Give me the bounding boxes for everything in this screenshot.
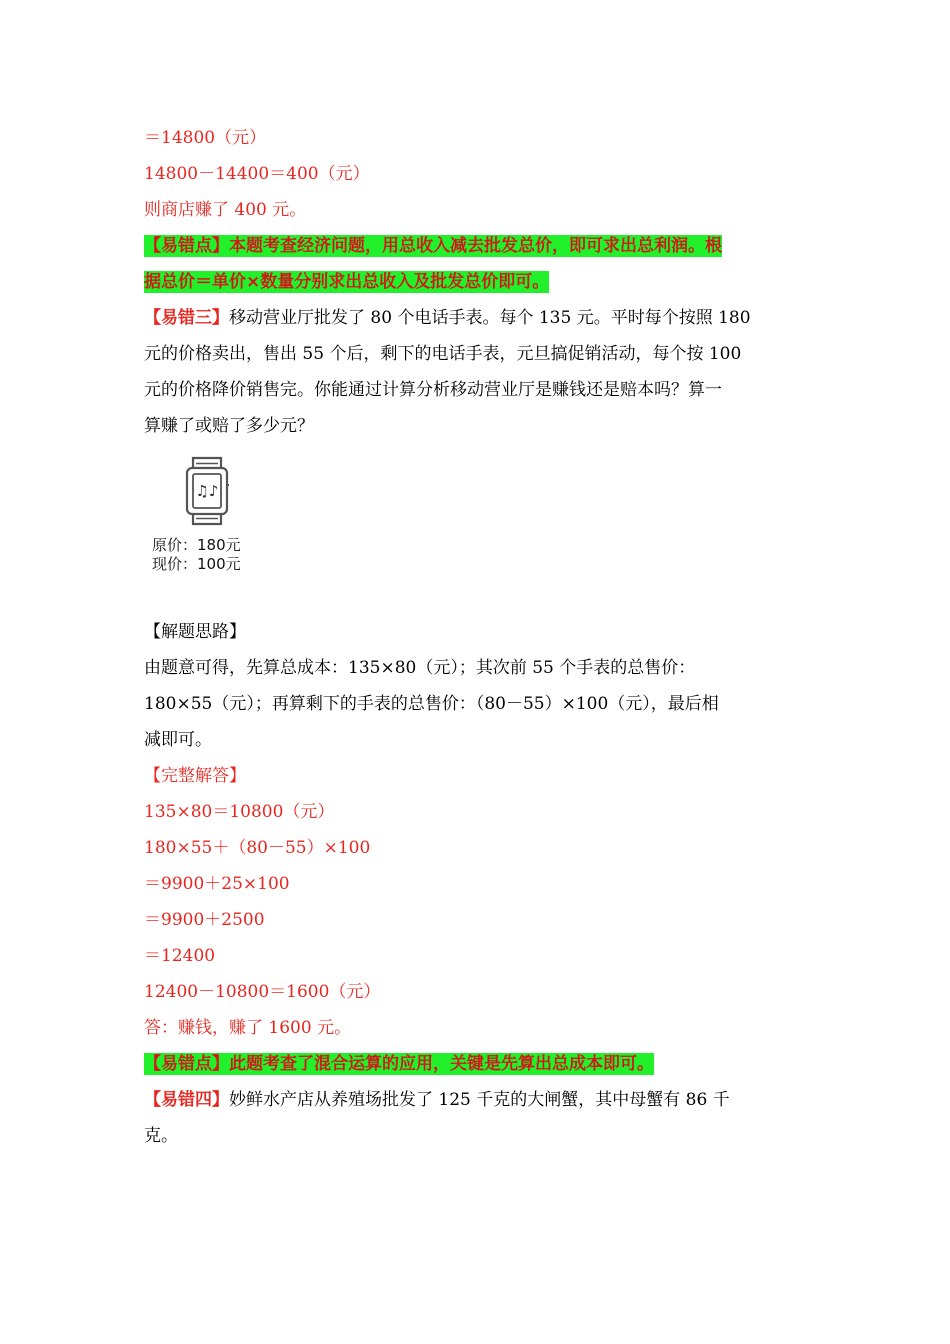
problem-tag: 【易错四】 bbox=[144, 1090, 229, 1110]
calc-line: ＝12400 bbox=[144, 946, 216, 966]
error-note-text: 此题考查了混合运算的应用，关键是先算出总成本即可。 bbox=[229, 1054, 654, 1074]
watch-figure bbox=[144, 452, 809, 614]
problem-text: 克。 bbox=[144, 1126, 178, 1146]
error-note-text: 本题考查经济问题，用总收入减去批发总价，即可求出总利润。根 bbox=[229, 236, 722, 256]
error-note-tag: 【易错点】 bbox=[144, 236, 229, 256]
answer-line: 答：赚钱，赚了 1600 元。 bbox=[144, 1018, 352, 1038]
problem-text: 移动营业厅批发了 80 个电话手表。每个 135 元。平时每个按照 180 bbox=[229, 308, 751, 328]
calc-line: 12400－10800＝1600（元） bbox=[144, 982, 381, 1002]
problem-text: 元的价格降价销售完。你能通过计算分析移动营业厅是赚钱还是赔本吗？算一 bbox=[144, 380, 722, 400]
idea-text: 减即可。 bbox=[144, 730, 212, 750]
error-note-text: 据总价＝单价×数量分别求出总收入及批发总价即可。 bbox=[144, 272, 550, 292]
error-note-1 bbox=[144, 228, 809, 300]
smartwatch-music-icon bbox=[184, 456, 230, 526]
problem-3 bbox=[144, 300, 809, 444]
problem-text: 元的价格卖出，售出 55 个后，剩下的电话手表，元旦搞促销活动，每个按 100 bbox=[144, 344, 742, 364]
problem-text: 妙鲜水产店从养殖场批发了 125 千克的大闸蟹，其中母蟹有 86 千 bbox=[229, 1090, 730, 1110]
svg-text:♫♪: ♫♪ bbox=[195, 482, 219, 500]
section-heading: 【完整解答】 bbox=[144, 766, 246, 786]
error-note-tag: 【易错点】 bbox=[144, 1054, 229, 1074]
calc-line: ＝9900＋2500 bbox=[144, 910, 265, 930]
answer-line: 则商店赚了 400 元。 bbox=[144, 200, 307, 220]
section-heading: 【解题思路】 bbox=[144, 622, 246, 642]
error-note-2 bbox=[144, 1046, 809, 1082]
idea-text: 180×55（元）；再算剩下的手表的总售价：（80－55）×100（元），最后相 bbox=[144, 694, 719, 714]
price-labels bbox=[152, 536, 241, 574]
full-answer bbox=[144, 758, 809, 1046]
document-content bbox=[144, 120, 809, 1154]
calc-line: 135×80＝10800（元） bbox=[144, 802, 335, 822]
original-price: 原价：180元 bbox=[152, 536, 241, 554]
calc-line: ＝9900＋25×100 bbox=[144, 874, 290, 894]
calc-line: 14800－14400＝400（元） bbox=[144, 164, 370, 184]
problem-tag: 【易错三】 bbox=[144, 308, 229, 328]
solution-idea bbox=[144, 614, 809, 758]
problem-4 bbox=[144, 1082, 809, 1154]
current-price: 现价：100元 bbox=[152, 555, 241, 573]
calc-line: ＝14800（元） bbox=[144, 128, 267, 148]
calc-line: 180×55＋（80－55）×100 bbox=[144, 838, 371, 858]
problem-text: 算赚了或赔了多少元？ bbox=[144, 416, 314, 436]
idea-text: 由题意可得，先算总成本：135×80（元）；其次前 55 个手表的总售价： bbox=[144, 658, 696, 678]
